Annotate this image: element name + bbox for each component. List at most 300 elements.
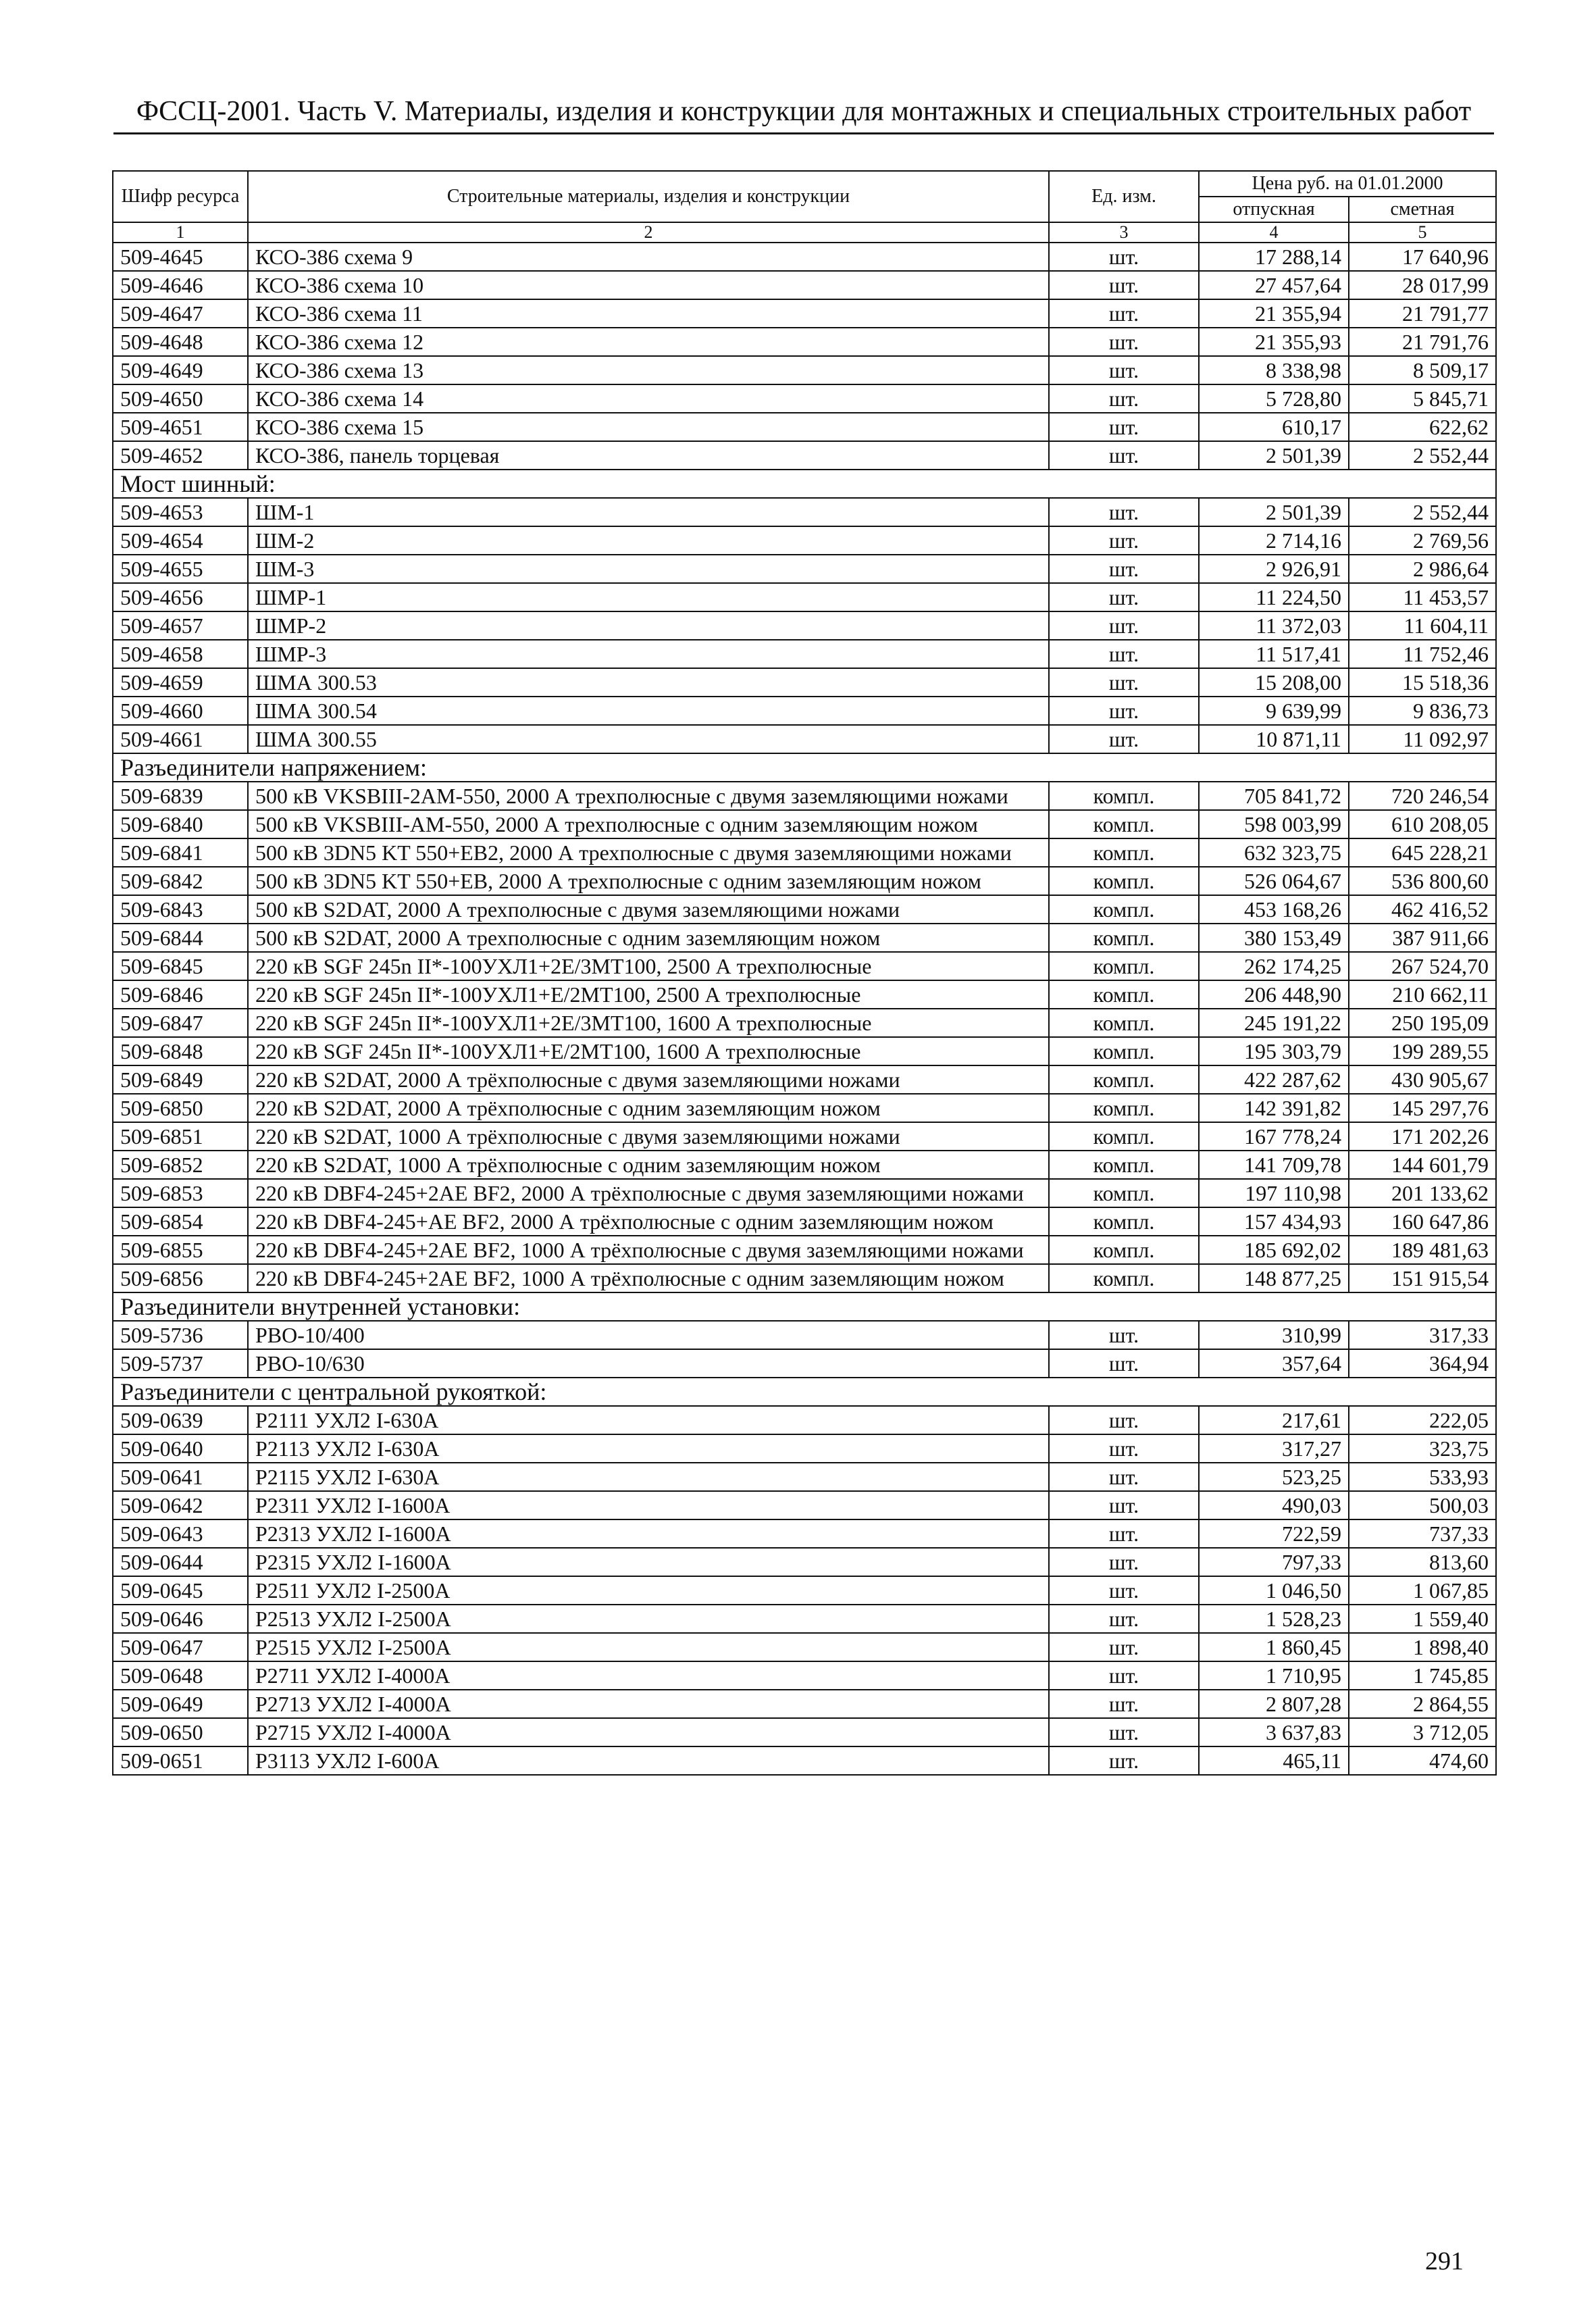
material-name: Р3113 УХЛ2 I-600А: [248, 1746, 1049, 1775]
table-row: [113, 271, 1496, 299]
estimate-price: 323,75: [1349, 1434, 1496, 1463]
resource-code: 509-0639: [113, 1406, 248, 1434]
release-price: 217,61: [1199, 1406, 1349, 1434]
estimate-price: 151 915,54: [1349, 1264, 1496, 1292]
table-row: [113, 611, 1496, 640]
release-price: 722,59: [1199, 1519, 1349, 1548]
resource-code: 509-6854: [113, 1207, 248, 1236]
unit: шт.: [1049, 441, 1199, 470]
release-price: 167 778,24: [1199, 1122, 1349, 1151]
estimate-price: 720 246,54: [1349, 782, 1496, 810]
unit: шт.: [1049, 697, 1199, 725]
table-row: [113, 697, 1496, 725]
release-price: 1 860,45: [1199, 1633, 1349, 1661]
unit: компл.: [1049, 895, 1199, 924]
estimate-price: 250 195,09: [1349, 1009, 1496, 1037]
table-row: [113, 1406, 1496, 1434]
table-row: [113, 1009, 1496, 1037]
resource-code: 509-4651: [113, 413, 248, 441]
release-price: 185 692,02: [1199, 1236, 1349, 1264]
table-row: [113, 1718, 1496, 1746]
table-row: [113, 640, 1496, 668]
unit: шт.: [1049, 526, 1199, 555]
estimate-price: 21 791,76: [1349, 328, 1496, 356]
table-header: [113, 171, 1496, 243]
unit: шт.: [1049, 1633, 1199, 1661]
resource-code: 509-0648: [113, 1661, 248, 1690]
release-price: 11 517,41: [1199, 640, 1349, 668]
table-row: [113, 782, 1496, 810]
release-price: 2 807,28: [1199, 1690, 1349, 1718]
estimate-price: 8 509,17: [1349, 356, 1496, 384]
estimate-price: 160 647,86: [1349, 1207, 1496, 1236]
material-name: 500 кВ 3DN5 KT 550+EB, 2000 А трехполюсные с одним заземляющим ножом: [248, 867, 1049, 895]
release-price: 3 637,83: [1199, 1718, 1349, 1746]
table-body: [113, 243, 1496, 1775]
resource-code: 509-0644: [113, 1548, 248, 1576]
material-name: ШМА 300.53: [248, 668, 1049, 697]
table-row: [113, 1179, 1496, 1207]
estimate-price: 622,62: [1349, 413, 1496, 441]
resource-code: 509-0646: [113, 1605, 248, 1633]
release-price: 11 224,50: [1199, 583, 1349, 611]
estimate-price: 11 752,46: [1349, 640, 1496, 668]
col-number: 4: [1199, 222, 1349, 243]
material-name: КСО-386 схема 15: [248, 413, 1049, 441]
release-price: 142 391,82: [1199, 1094, 1349, 1122]
resource-code: 509-5737: [113, 1349, 248, 1378]
release-price: 526 064,67: [1199, 867, 1349, 895]
estimate-price: 199 289,55: [1349, 1037, 1496, 1065]
release-price: 148 877,25: [1199, 1264, 1349, 1292]
material-name: ШМР-3: [248, 640, 1049, 668]
estimate-price: 1 745,85: [1349, 1661, 1496, 1690]
estimate-price: 364,94: [1349, 1349, 1496, 1378]
material-name: 220 кВ SGF 245n II*-100УХЛ1+Е/2МТ100, 1600 А трехполюсные: [248, 1037, 1049, 1065]
resource-code: 509-0642: [113, 1491, 248, 1519]
section-title: Разъединители внутренней установки:: [113, 1292, 1496, 1321]
table-row: [113, 1065, 1496, 1094]
table-row: [113, 384, 1496, 413]
estimate-price: 1 559,40: [1349, 1605, 1496, 1633]
unit: компл.: [1049, 1037, 1199, 1065]
material-name: КСО-386 схема 10: [248, 271, 1049, 299]
resource-code: 509-6839: [113, 782, 248, 810]
release-price: 1 528,23: [1199, 1605, 1349, 1633]
resource-code: 509-4660: [113, 697, 248, 725]
resource-code: 509-4653: [113, 498, 248, 526]
release-price: 9 639,99: [1199, 697, 1349, 725]
table-row: [113, 924, 1496, 952]
section-title: Разъединители напряжением:: [113, 753, 1496, 782]
unit: компл.: [1049, 1179, 1199, 1207]
unit: шт.: [1049, 611, 1199, 640]
release-price: 21 355,94: [1199, 299, 1349, 328]
unit: шт.: [1049, 299, 1199, 328]
table-row: [113, 1661, 1496, 1690]
table-row: [113, 1122, 1496, 1151]
release-price: 317,27: [1199, 1434, 1349, 1463]
estimate-price: 2 986,64: [1349, 555, 1496, 583]
unit: шт.: [1049, 498, 1199, 526]
table-row: [113, 299, 1496, 328]
material-name: Р2311 УХЛ2 I-1600А: [248, 1491, 1049, 1519]
material-name: 220 кВ SGF 245n II*-100УХЛ1+2Е/3МТ100, 1600 А трехполюсные: [248, 1009, 1049, 1037]
table-row: [113, 1094, 1496, 1122]
material-name: КСО-386, панель торцевая: [248, 441, 1049, 470]
estimate-price: 474,60: [1349, 1746, 1496, 1775]
unit: компл.: [1049, 924, 1199, 952]
table-row: [113, 895, 1496, 924]
resource-code: 509-4655: [113, 555, 248, 583]
resource-code: 509-0649: [113, 1690, 248, 1718]
material-name: 220 кВ S2DAT, 2000 А трёхполюсные с двумя заземляющими ножами: [248, 1065, 1049, 1094]
estimate-price: 536 800,60: [1349, 867, 1496, 895]
unit: шт.: [1049, 1321, 1199, 1349]
material-name: ШМА 300.55: [248, 725, 1049, 753]
resource-code: 509-0641: [113, 1463, 248, 1491]
estimate-price: 737,33: [1349, 1519, 1496, 1548]
resource-code: 509-6845: [113, 952, 248, 980]
release-price: 197 110,98: [1199, 1179, 1349, 1207]
table-row: [113, 413, 1496, 441]
table-row: [113, 1321, 1496, 1349]
unit: компл.: [1049, 838, 1199, 867]
material-name: 500 кВ VKSBIII-2AM-550, 2000 А трехполюсные с двумя заземляющими ножами: [248, 782, 1049, 810]
table-row: [113, 1151, 1496, 1179]
material-name: Р2313 УХЛ2 I-1600А: [248, 1519, 1049, 1548]
unit: шт.: [1049, 668, 1199, 697]
estimate-price: 2 552,44: [1349, 498, 1496, 526]
unit: шт.: [1049, 725, 1199, 753]
material-name: КСО-386 схема 14: [248, 384, 1049, 413]
section-row: [113, 470, 1496, 498]
table-row: [113, 1434, 1496, 1463]
unit: шт.: [1049, 555, 1199, 583]
header-rule: [113, 132, 1494, 134]
table-row: [113, 980, 1496, 1009]
resource-code: 509-4656: [113, 583, 248, 611]
estimate-price: 430 905,67: [1349, 1065, 1496, 1094]
table-row: [113, 498, 1496, 526]
table-row: [113, 1236, 1496, 1264]
section-row: [113, 753, 1496, 782]
unit: компл.: [1049, 1065, 1199, 1094]
release-price: 1 710,95: [1199, 1661, 1349, 1690]
release-price: 2 926,91: [1199, 555, 1349, 583]
resource-code: 509-4647: [113, 299, 248, 328]
resource-code: 509-4645: [113, 243, 248, 271]
resource-code: 509-4646: [113, 271, 248, 299]
material-name: Р2513 УХЛ2 I-2500А: [248, 1605, 1049, 1633]
unit: шт.: [1049, 1746, 1199, 1775]
estimate-price: 144 601,79: [1349, 1151, 1496, 1179]
section-row: [113, 1292, 1496, 1321]
unit: шт.: [1049, 1406, 1199, 1434]
material-name: ШМ-2: [248, 526, 1049, 555]
release-price: 2 501,39: [1199, 498, 1349, 526]
release-price: 380 153,49: [1199, 924, 1349, 952]
material-name: 500 кВ S2DAT, 2000 А трехполюсные с двумя заземляющими ножами: [248, 895, 1049, 924]
unit: шт.: [1049, 243, 1199, 271]
table-row: [113, 1605, 1496, 1633]
release-price: 195 303,79: [1199, 1037, 1349, 1065]
material-name: 500 кВ S2DAT, 2000 А трехполюсные с одним заземляющим ножом: [248, 924, 1049, 952]
material-name: 220 кВ DBF4-245+2AE BF2, 1000 А трёхполюсные с одним заземляющим ножом: [248, 1264, 1049, 1292]
resource-code: 509-0647: [113, 1633, 248, 1661]
resource-code: 509-6847: [113, 1009, 248, 1037]
resource-code: 509-4650: [113, 384, 248, 413]
release-price: 1 046,50: [1199, 1576, 1349, 1605]
unit: компл.: [1049, 1009, 1199, 1037]
table-row: [113, 1037, 1496, 1065]
unit: шт.: [1049, 1349, 1199, 1378]
estimate-price: 462 416,52: [1349, 895, 1496, 924]
unit: компл.: [1049, 810, 1199, 838]
resource-code: 509-6844: [113, 924, 248, 952]
table-row: [113, 555, 1496, 583]
unit: компл.: [1049, 1122, 1199, 1151]
material-name: 220 кВ DBF4-245+2AE BF2, 1000 А трёхполюсные с двумя заземляющими ножами: [248, 1236, 1049, 1264]
estimate-price: 2 864,55: [1349, 1690, 1496, 1718]
section-title: Разъединители с центральной рукояткой:: [113, 1378, 1496, 1406]
estimate-price: 28 017,99: [1349, 271, 1496, 299]
table-row: [113, 1746, 1496, 1775]
estimate-price: 9 836,73: [1349, 697, 1496, 725]
unit: шт.: [1049, 1463, 1199, 1491]
estimate-price: 1 898,40: [1349, 1633, 1496, 1661]
resource-code: 509-4649: [113, 356, 248, 384]
resource-code: 509-6846: [113, 980, 248, 1009]
unit: компл.: [1049, 980, 1199, 1009]
col-number: 5: [1349, 222, 1496, 243]
material-name: Р2713 УХЛ2 I-4000А: [248, 1690, 1049, 1718]
resource-code: 509-6840: [113, 810, 248, 838]
material-name: КСО-386 схема 9: [248, 243, 1049, 271]
material-name: Р2315 УХЛ2 I-1600А: [248, 1548, 1049, 1576]
table-row: [113, 867, 1496, 895]
resource-code: 509-6848: [113, 1037, 248, 1065]
estimate-price: 145 297,76: [1349, 1094, 1496, 1122]
unit: шт.: [1049, 271, 1199, 299]
material-name: РВО-10/630: [248, 1349, 1049, 1378]
unit: шт.: [1049, 413, 1199, 441]
resource-code: 509-4657: [113, 611, 248, 640]
estimate-price: 813,60: [1349, 1548, 1496, 1576]
resource-code: 509-6850: [113, 1094, 248, 1122]
resource-code: 509-6855: [113, 1236, 248, 1264]
page-header: ФССЦ-2001. Часть V. Материалы, изделия и конструкции для монтажных и специальных строительных работ: [136, 96, 1472, 127]
release-price: 632 323,75: [1199, 838, 1349, 867]
table-row: [113, 1633, 1496, 1661]
material-name: 220 кВ S2DAT, 1000 А трёхполюсные с одним заземляющим ножом: [248, 1151, 1049, 1179]
resource-code: 509-6842: [113, 867, 248, 895]
unit: шт.: [1049, 1576, 1199, 1605]
material-name: Р2711 УХЛ2 I-4000А: [248, 1661, 1049, 1690]
resource-code: 509-5736: [113, 1321, 248, 1349]
table-row: [113, 838, 1496, 867]
release-price: 523,25: [1199, 1463, 1349, 1491]
resource-code: 509-6853: [113, 1179, 248, 1207]
release-price: 422 287,62: [1199, 1065, 1349, 1094]
material-name: РВО-10/400: [248, 1321, 1049, 1349]
estimate-price: 3 712,05: [1349, 1718, 1496, 1746]
unit: компл.: [1049, 1264, 1199, 1292]
unit: компл.: [1049, 952, 1199, 980]
resource-code: 509-6841: [113, 838, 248, 867]
unit: компл.: [1049, 867, 1199, 895]
table-row: [113, 243, 1496, 271]
table-row: [113, 1264, 1496, 1292]
release-price: 27 457,64: [1199, 271, 1349, 299]
material-name: Р2511 УХЛ2 I-2500А: [248, 1576, 1049, 1605]
release-price: 245 191,22: [1199, 1009, 1349, 1037]
material-name: 220 кВ SGF 245n II*-100УХЛ1+2Е/3МТ100, 2500 А трехполюсные: [248, 952, 1049, 980]
release-price: 465,11: [1199, 1746, 1349, 1775]
resource-code: 509-6856: [113, 1264, 248, 1292]
estimate-price: 387 911,66: [1349, 924, 1496, 952]
unit: шт.: [1049, 1491, 1199, 1519]
estimate-price: 201 133,62: [1349, 1179, 1496, 1207]
table-row: [113, 1349, 1496, 1378]
release-price: 490,03: [1199, 1491, 1349, 1519]
table-row: [113, 356, 1496, 384]
resource-code: 509-6851: [113, 1122, 248, 1151]
unit: шт.: [1049, 1434, 1199, 1463]
material-name: Р2115 УХЛ2 I-630А: [248, 1463, 1049, 1491]
estimate-price: 500,03: [1349, 1491, 1496, 1519]
col-number: 2: [248, 222, 1049, 243]
estimate-price: 2 769,56: [1349, 526, 1496, 555]
material-name: 500 кВ VKSBIII-AM-550, 2000 А трехполюсные с одним заземляющим ножом: [248, 810, 1049, 838]
unit: шт.: [1049, 1718, 1199, 1746]
resource-code: 509-0651: [113, 1746, 248, 1775]
estimate-price: 210 662,11: [1349, 980, 1496, 1009]
price-table: [112, 170, 1497, 1776]
table-row: [113, 1491, 1496, 1519]
unit: компл.: [1049, 1236, 1199, 1264]
material-name: ШМР-2: [248, 611, 1049, 640]
release-price: 2 714,16: [1199, 526, 1349, 555]
release-price: 705 841,72: [1199, 782, 1349, 810]
release-price: 141 709,78: [1199, 1151, 1349, 1179]
estimate-price: 317,33: [1349, 1321, 1496, 1349]
release-price: 357,64: [1199, 1349, 1349, 1378]
estimate-price: 222,05: [1349, 1406, 1496, 1434]
col-release-header: отпускная: [1199, 197, 1349, 222]
resource-code: 509-6852: [113, 1151, 248, 1179]
col-unit-header: Ед. изм.: [1049, 171, 1199, 222]
release-price: 157 434,93: [1199, 1207, 1349, 1236]
material-name: ШМ-1: [248, 498, 1049, 526]
unit: шт.: [1049, 328, 1199, 356]
estimate-price: 11 604,11: [1349, 611, 1496, 640]
resource-code: 509-6843: [113, 895, 248, 924]
unit: компл.: [1049, 782, 1199, 810]
resource-code: 509-0643: [113, 1519, 248, 1548]
release-price: 10 871,11: [1199, 725, 1349, 753]
release-price: 11 372,03: [1199, 611, 1349, 640]
material-name: КСО-386 схема 11: [248, 299, 1049, 328]
section-row: [113, 1378, 1496, 1406]
unit: шт.: [1049, 1519, 1199, 1548]
unit: компл.: [1049, 1094, 1199, 1122]
estimate-price: 2 552,44: [1349, 441, 1496, 470]
unit: шт.: [1049, 384, 1199, 413]
table-row: [113, 810, 1496, 838]
resource-code: 509-0645: [113, 1576, 248, 1605]
col-price-header: Цена руб. на 01.01.2000: [1199, 171, 1496, 197]
unit: шт.: [1049, 1548, 1199, 1576]
release-price: 206 448,90: [1199, 980, 1349, 1009]
resource-code: 509-4654: [113, 526, 248, 555]
table-row: [113, 1519, 1496, 1548]
unit: шт.: [1049, 356, 1199, 384]
estimate-price: 5 845,71: [1349, 384, 1496, 413]
resource-code: 509-0640: [113, 1434, 248, 1463]
estimate-price: 610 208,05: [1349, 810, 1496, 838]
table-row: [113, 441, 1496, 470]
table-row: [113, 1576, 1496, 1605]
release-price: 15 208,00: [1199, 668, 1349, 697]
table-row: [113, 1463, 1496, 1491]
col-number: 3: [1049, 222, 1199, 243]
resource-code: 509-4659: [113, 668, 248, 697]
table-row: [113, 526, 1496, 555]
col-estimate-header: сметная: [1349, 197, 1496, 222]
estimate-price: 21 791,77: [1349, 299, 1496, 328]
table-row: [113, 668, 1496, 697]
estimate-price: 189 481,63: [1349, 1236, 1496, 1264]
resource-code: 509-6849: [113, 1065, 248, 1094]
release-price: 797,33: [1199, 1548, 1349, 1576]
estimate-price: 645 228,21: [1349, 838, 1496, 867]
material-name: 220 кВ DBF4-245+2AE BF2, 2000 А трёхполюсные с двумя заземляющими ножами: [248, 1179, 1049, 1207]
release-price: 2 501,39: [1199, 441, 1349, 470]
material-name: Р2715 УХЛ2 I-4000А: [248, 1718, 1049, 1746]
unit: шт.: [1049, 1605, 1199, 1633]
material-name: 220 кВ S2DAT, 2000 А трёхполюсные с одним заземляющим ножом: [248, 1094, 1049, 1122]
resource-code: 509-4652: [113, 441, 248, 470]
estimate-price: 171 202,26: [1349, 1122, 1496, 1151]
resource-code: 509-4661: [113, 725, 248, 753]
table-row: [113, 583, 1496, 611]
release-price: 610,17: [1199, 413, 1349, 441]
release-price: 598 003,99: [1199, 810, 1349, 838]
material-name: 220 кВ S2DAT, 1000 А трёхполюсные с двумя заземляющими ножами: [248, 1122, 1049, 1151]
material-name: Р2515 УХЛ2 I-2500А: [248, 1633, 1049, 1661]
release-price: 453 168,26: [1199, 895, 1349, 924]
table-row: [113, 1548, 1496, 1576]
estimate-price: 267 524,70: [1349, 952, 1496, 980]
col-number: 1: [113, 222, 248, 243]
unit: шт.: [1049, 1690, 1199, 1718]
estimate-price: 11 092,97: [1349, 725, 1496, 753]
table-row: [113, 1690, 1496, 1718]
estimate-price: 17 640,96: [1349, 243, 1496, 271]
material-name: Р2113 УХЛ2 I-630А: [248, 1434, 1049, 1463]
unit: шт.: [1049, 1661, 1199, 1690]
material-name: ШМР-1: [248, 583, 1049, 611]
col-code-header: Шифр ресурса: [113, 171, 248, 222]
estimate-price: 15 518,36: [1349, 668, 1496, 697]
resource-code: 509-4648: [113, 328, 248, 356]
release-price: 5 728,80: [1199, 384, 1349, 413]
unit: шт.: [1049, 583, 1199, 611]
unit: шт.: [1049, 640, 1199, 668]
unit: компл.: [1049, 1151, 1199, 1179]
material-name: КСО-386 схема 12: [248, 328, 1049, 356]
